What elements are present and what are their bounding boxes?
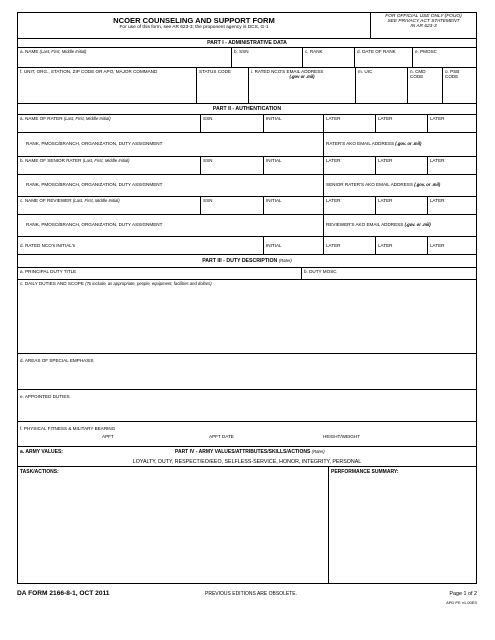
reviewer-name-field[interactable] bbox=[18, 197, 200, 214]
ssn-field[interactable]: b. SSN bbox=[231, 48, 302, 67]
reviewer-email-hint: (.gov. or .mil) bbox=[404, 222, 431, 227]
part2-heading: PART II - AUTHENTICATION bbox=[18, 104, 476, 115]
status-code-field[interactable]: STATUS CODE bbox=[196, 68, 248, 103]
principal-duty-row bbox=[18, 267, 476, 280]
senior-rater-email-field[interactable] bbox=[323, 175, 476, 196]
reviewer-name-label: c. NAME OF REVIEWER bbox=[20, 198, 72, 203]
special-emphasis-row bbox=[18, 354, 476, 390]
task-actions-field[interactable]: TASK/ACTIONS: bbox=[20, 469, 59, 475]
appointed-duties-field[interactable]: e. APPOINTED DUTIES bbox=[20, 394, 70, 399]
principal-duty-field[interactable]: a. PRINCIPAL DUTY TITLE bbox=[20, 269, 77, 274]
reviewer-row bbox=[18, 197, 476, 215]
rater-email-field[interactable] bbox=[323, 133, 476, 156]
senior-rater-email-hint: (.gov. or .mil) bbox=[414, 182, 441, 187]
nco-initial-field[interactable]: INITIAL bbox=[263, 237, 323, 254]
senior-rater-later-3-field[interactable]: LATER bbox=[427, 157, 476, 174]
special-emphasis-field[interactable]: d. AREAS OF SPECIAL EMPHASIS bbox=[20, 358, 94, 363]
cmd-label-2: CODE bbox=[410, 74, 424, 80]
psb-code-field[interactable] bbox=[442, 68, 476, 103]
date-of-rank-field[interactable]: d. DATE OF RANK bbox=[354, 48, 412, 67]
senior-rater-initial-field[interactable]: INITIAL bbox=[263, 157, 323, 174]
reviewer-name-hint: (Last, First, Middle Initial) bbox=[72, 198, 120, 203]
daily-duties-field[interactable] bbox=[18, 280, 476, 353]
name-field[interactable] bbox=[18, 48, 231, 67]
part4-heading-row bbox=[18, 447, 476, 457]
reviewer-email-label: REVIEWER'S AKO EMAIL ADDRESS bbox=[326, 222, 404, 227]
senior-rater-name-label: b. NAME OF SENIOR RATER bbox=[20, 158, 82, 163]
version-tag: APD PE v1.00ES bbox=[446, 600, 477, 605]
rater-email-hint: (.gov. or .mil) bbox=[395, 141, 422, 146]
daily-duties-label: c. DAILY DUTIES AND SCOPE bbox=[20, 281, 84, 286]
form-title: NCOER COUNSELING AND SUPPORT FORM bbox=[113, 16, 275, 25]
part3-heading bbox=[18, 255, 476, 267]
reviewer-email-field[interactable] bbox=[323, 215, 476, 236]
fouo-line-1: FOR OFFICIAL USE ONLY (FOUO) bbox=[385, 14, 462, 19]
part1-row-2 bbox=[18, 68, 476, 104]
senior-rater-name-field[interactable] bbox=[18, 157, 200, 174]
psb-label-2: CODE bbox=[445, 74, 459, 80]
nco-initials-field[interactable]: d. RATED NCO's INITIAL's bbox=[20, 243, 76, 248]
senior-rater-later-2-field[interactable]: LATER bbox=[375, 157, 427, 174]
cmd-label-1: n. CMD bbox=[410, 69, 426, 74]
psb-label-1: o. PSB bbox=[445, 69, 460, 74]
values-list: LOYALTY, DUTY, RESPECT/EO/EEO, SELFLESS-SERVICE, HONOR, INTEGRITY, PERSONAL bbox=[132, 459, 362, 465]
values-list-row bbox=[18, 457, 476, 467]
senior-rater-row bbox=[18, 157, 476, 175]
daily-duties-row bbox=[18, 280, 476, 354]
form-header bbox=[18, 13, 476, 39]
cmd-code-field[interactable] bbox=[407, 68, 442, 103]
fitness-field[interactable] bbox=[18, 422, 476, 446]
part1-row-1 bbox=[18, 48, 476, 68]
reviewer-later-1-field[interactable]: LATER bbox=[323, 197, 375, 214]
unit-field[interactable]: f. UNIT, ORG., STATION, ZIP CODE OR APO, MAJOR COMMAND bbox=[20, 69, 158, 74]
part3-heading-text: PART III - DUTY DESCRIPTION bbox=[202, 258, 278, 264]
obsolete-notice: PREVIOUS EDITIONS ARE OBSOLETE. bbox=[205, 591, 297, 597]
senior-rater-rank-row bbox=[18, 175, 476, 197]
email-field[interactable] bbox=[248, 68, 355, 103]
senior-rater-name-hint: (Last, First, Middle Initial) bbox=[82, 158, 130, 163]
army-values-label: a. ARMY VALUES: bbox=[20, 449, 63, 455]
fitness-label: f. PHYSICAL FITNESS & MILITARY BEARING bbox=[20, 426, 116, 431]
email-label: i. RATED NCO'S EMAIL ADDRESS bbox=[251, 69, 324, 74]
reviewer-rank-row bbox=[18, 215, 476, 237]
fouo-line-3: IN AR 623-3 bbox=[410, 24, 437, 30]
fitness-row bbox=[18, 422, 476, 447]
pmosc-field[interactable]: e. PMOSC bbox=[412, 48, 476, 67]
nco-later-3-field[interactable]: LATER bbox=[427, 237, 476, 254]
rater-later-3-field[interactable]: LATER bbox=[427, 115, 476, 132]
name-hint: (Last, First, Middle Initial) bbox=[39, 49, 87, 54]
task-performance-row bbox=[18, 467, 476, 583]
rank-field[interactable]: c. RANK bbox=[302, 48, 354, 67]
rater-name-hint: (Last, First, Middle Initial) bbox=[63, 116, 111, 121]
part1-heading: PART I - ADMINISTRATIVE DATA bbox=[18, 39, 476, 48]
senior-rater-ssn-field[interactable]: SSN bbox=[200, 157, 263, 174]
rater-ssn-field[interactable]: SSN bbox=[200, 115, 263, 132]
senior-rater-later-1-field[interactable]: LATER bbox=[323, 157, 375, 174]
nco-later-1-field[interactable]: LATER bbox=[323, 237, 375, 254]
performance-summary-field[interactable]: PERFORMANCE SUMMARY: bbox=[328, 467, 476, 583]
duty-mosc-field[interactable]: b. DUTY MOSC bbox=[301, 268, 476, 279]
rater-initial-field[interactable]: INITIAL bbox=[263, 115, 323, 132]
part3-heading-hint: (Rater) bbox=[278, 258, 292, 263]
reviewer-later-3-field[interactable]: LATER bbox=[427, 197, 476, 214]
header-title-block bbox=[18, 13, 370, 38]
rater-email-label: RATER'S AKO EMAIL ADDRESS bbox=[326, 141, 395, 146]
form-id: DA FORM 2166-8-1, OCT 2011 bbox=[17, 590, 110, 597]
part4-heading-text: PART IV - ARMY VALUES/ATTRIBUTES/SKILLS/ACTIONS bbox=[175, 449, 311, 455]
form-subtitle: For use of this form, see AR 623-3; the proponent agency is DCS, G-1 bbox=[119, 25, 269, 31]
rater-later-1-field[interactable]: LATER bbox=[323, 115, 375, 132]
reviewer-rank-field[interactable]: RANK, PMOSC/BRANCH, ORGANIZATION, DUTY ASSIGNMENT bbox=[26, 222, 163, 227]
name-label: a. NAME bbox=[20, 49, 39, 54]
email-hint: (.gov or .mil) bbox=[289, 74, 315, 80]
part4-heading bbox=[175, 447, 325, 457]
fouo-line-2: SEE PRIVACY ACT STATEMENT bbox=[387, 19, 460, 25]
rater-rank-row bbox=[18, 133, 476, 157]
daily-duties-hint: (To include, as appropriate, people, equipment, facilities and dollars) bbox=[85, 281, 212, 286]
rater-name-label: a. NAME OF RATER bbox=[20, 116, 63, 121]
ncoer-form bbox=[17, 12, 477, 584]
rater-later-2-field[interactable]: LATER bbox=[375, 115, 427, 132]
page-number: Page 1 of 2 bbox=[449, 591, 477, 597]
nco-later-2-field[interactable]: LATER bbox=[375, 237, 427, 254]
rater-name-field[interactable] bbox=[18, 115, 200, 132]
nco-initials-row bbox=[18, 237, 476, 255]
apft-label: APFT bbox=[102, 434, 114, 439]
senior-rater-email-label: SENIOR RATER'S AKO EMAIL ADDRESS bbox=[326, 182, 413, 187]
appointed-duties-row bbox=[18, 390, 476, 422]
reviewer-later-2-field[interactable]: LATER bbox=[375, 197, 427, 214]
apft-date-label: APFT DATE bbox=[209, 434, 234, 439]
rater-row bbox=[18, 115, 476, 133]
part4-heading-hint: (Rater) bbox=[311, 449, 325, 454]
senior-rater-rank-field[interactable]: RANK, PMOSC/BRANCH, ORGANIZATION, DUTY ASSIGNMENT bbox=[26, 182, 163, 187]
rater-rank-field[interactable]: RANK, PMOSC/BRANCH, ORGANIZATION, DUTY ASSIGNMENT bbox=[26, 141, 163, 146]
uic-field[interactable]: m. UIC bbox=[355, 68, 407, 103]
fouo-block bbox=[370, 13, 476, 38]
reviewer-initial-field[interactable]: INITIAL bbox=[263, 197, 323, 214]
height-weight-label: HEIGHT/WEIGHT bbox=[323, 434, 361, 439]
reviewer-ssn-field[interactable]: SSN bbox=[200, 197, 263, 214]
